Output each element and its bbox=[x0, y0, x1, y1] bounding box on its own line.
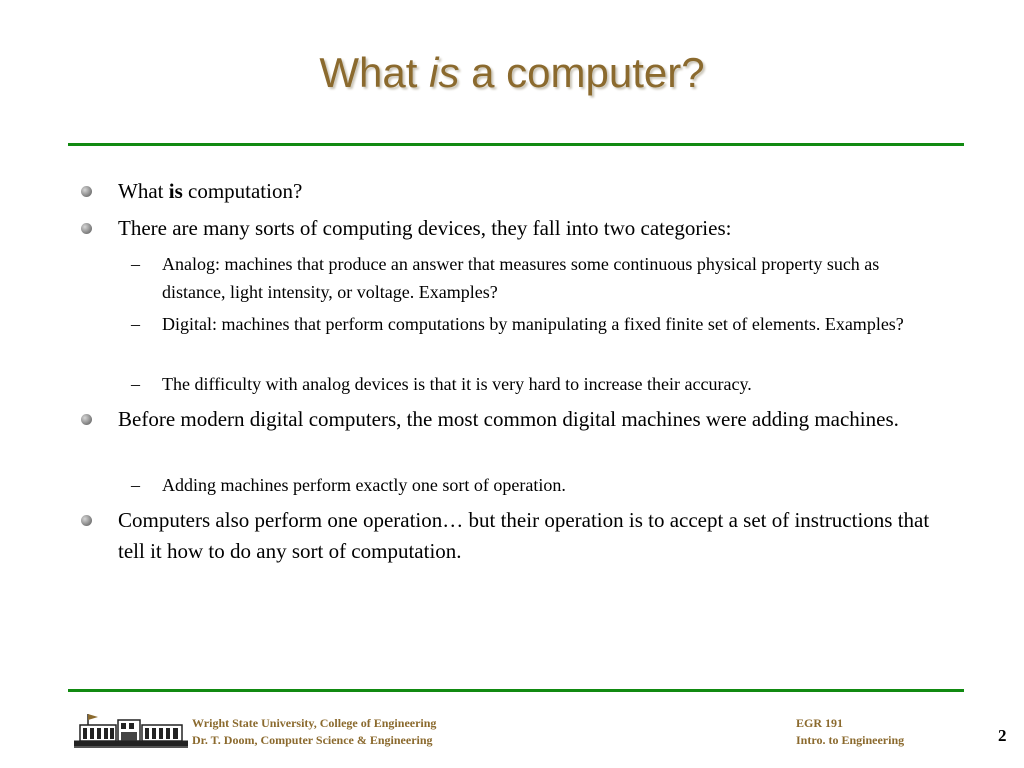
bullet-dot-icon bbox=[81, 223, 92, 234]
bullet-dot-icon bbox=[81, 186, 92, 197]
footer-course-name: Intro. to Engineering bbox=[796, 733, 905, 747]
bullet-text-prefix: What bbox=[118, 179, 169, 203]
bullet-text-suffix: computation? bbox=[182, 179, 303, 203]
bullet-text: Before modern digital computers, the most common digital machines were adding machines. bbox=[118, 407, 899, 431]
bullet-text bbox=[118, 176, 948, 207]
sub-bullet-text: Adding machines perform exactly one sort of operation. bbox=[162, 475, 566, 495]
bullet-text: Computers also perform one operation… but their operation is to accept a set of instructions that tell it how to do any sort of computation. bbox=[118, 508, 930, 563]
bullet-text: There are many sorts of computing devices, they fall into two categories: bbox=[118, 216, 732, 240]
dash-icon: – bbox=[131, 374, 140, 394]
sub-bullet-text: Digital: machines that perform computations by manipulating a fixed finite set of elements. Examples? bbox=[162, 314, 904, 334]
title-part-rest: a computer? bbox=[459, 49, 705, 96]
footer-institution: Wright State University, College of Engineering bbox=[192, 716, 437, 730]
page-number: 2 bbox=[998, 726, 1007, 745]
bullet-text-bold: is bbox=[168, 179, 183, 203]
sub-bullet-text: Analog: machines that produce an answer that measures some continuous physical property such as distance, light intensity, or voltage. Examples? bbox=[162, 254, 880, 302]
footer-course-code: EGR 191 bbox=[796, 716, 844, 730]
dash-icon: – bbox=[131, 254, 140, 274]
title-part-what: What bbox=[319, 49, 430, 96]
title-divider bbox=[68, 143, 964, 146]
bullet-dot-icon bbox=[81, 515, 92, 526]
slide-title bbox=[0, 45, 1024, 101]
sub-bullet-text: The difficulty with analog devices is that it is very hard to increase their accuracy. bbox=[162, 374, 752, 394]
dash-icon: – bbox=[131, 475, 140, 495]
footer-author: Dr. T. Doom, Computer Science & Engineering bbox=[192, 733, 433, 747]
title-part-is: is bbox=[429, 49, 460, 96]
bullet-dot-icon bbox=[81, 414, 92, 425]
footer-divider bbox=[68, 689, 964, 692]
dash-icon: – bbox=[131, 314, 140, 334]
university-building-icon bbox=[72, 712, 190, 750]
